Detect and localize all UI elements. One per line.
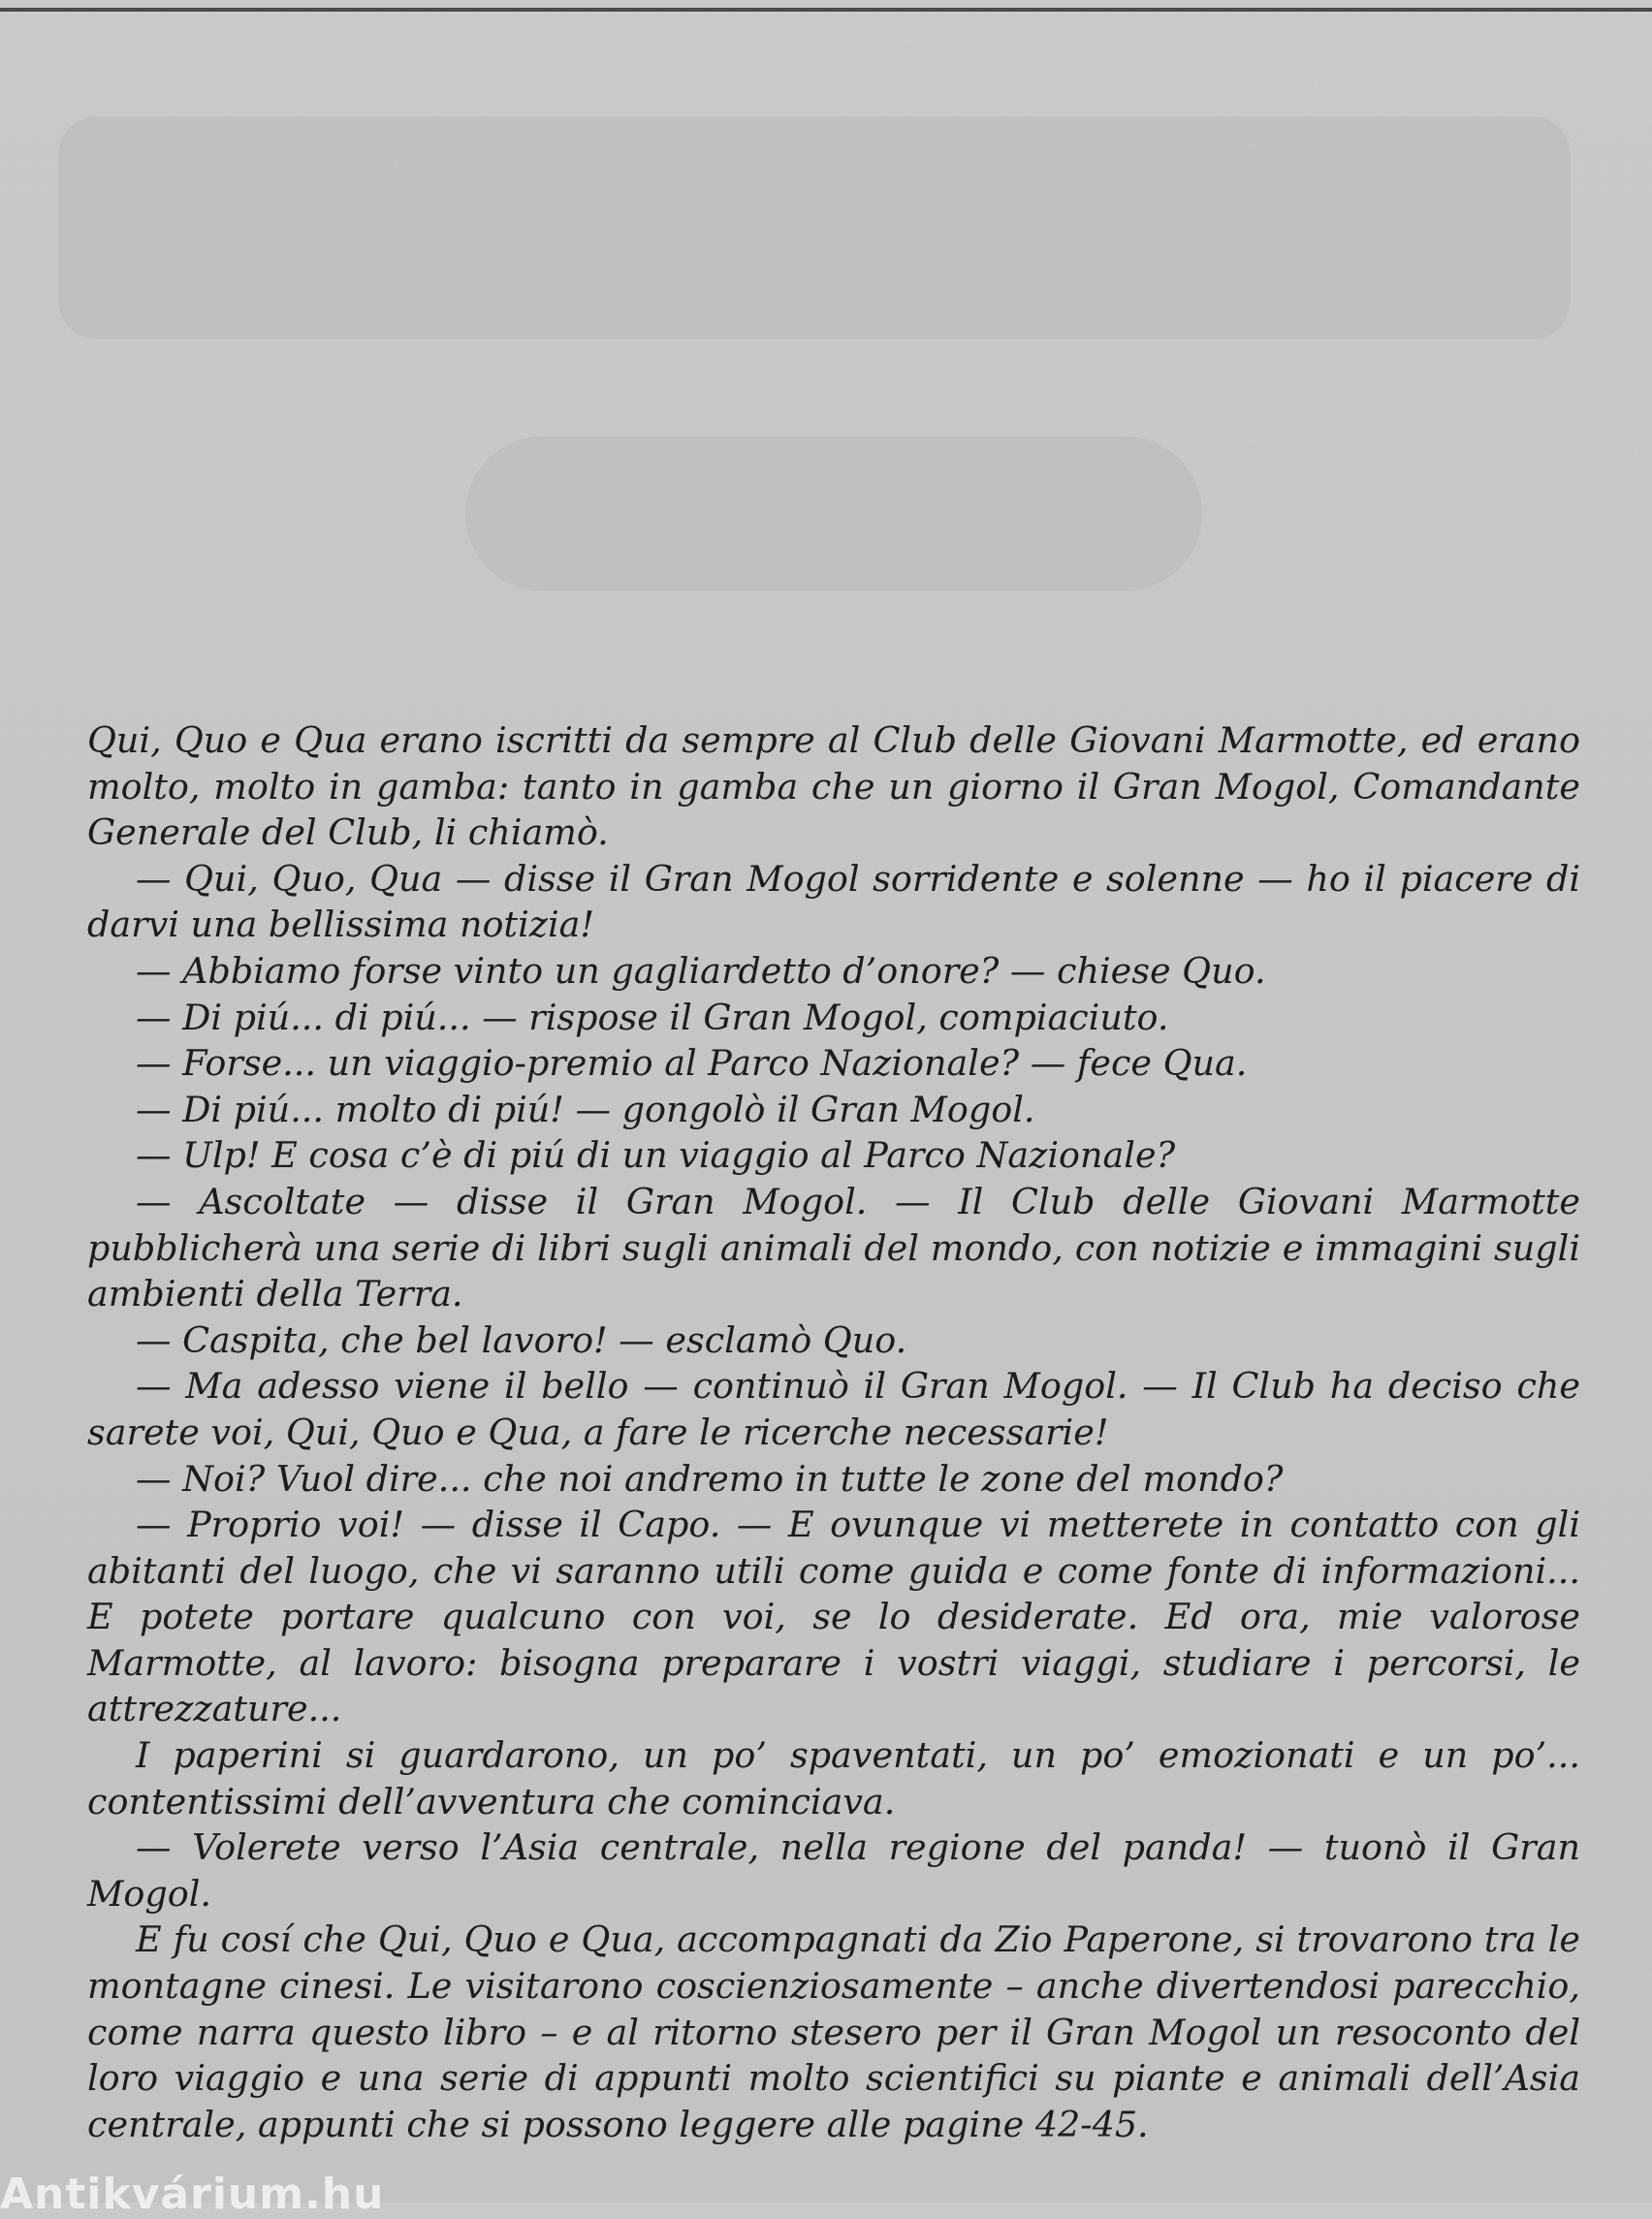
faint-show-through-subtitle xyxy=(465,436,1202,591)
paragraph-dialogue: — Di piú... di piú... — rispose il Gran Mogol, compiaciuto. xyxy=(136,996,1169,1038)
paragraph-dialogue: — Forse... un viaggio-premio al Parco Nazionale? — fece Qua. xyxy=(136,1042,1248,1085)
paragraph-dialogue: — Qui, Quo, Qua — disse il Gran Mogol sorridente e solenne — ho il piacere di darvi una bellissima notizia! xyxy=(87,857,1580,946)
paragraph-dialogue: — Di piú... molto di piú! — gongolò il Gran Mogol. xyxy=(136,1088,1035,1130)
paragraph-dialogue: — Ulp! E cosa c’è di piú di un viaggio al Parco Nazionale? xyxy=(136,1134,1176,1177)
paragraph-dialogue: — Proprio voi! — disse il Capo. — E ovunque vi metterete in contatto con gli abitanti del luogo, che vi saranno utili come guida e come fonte di informazioni... E potete portare qualcuno con voi, se lo desiderate. Ed ora, mie valorose Marmotte, al lavoro: bisogna preparare i vostri viaggi, studiare i percorsi, le attrezzature... xyxy=(87,1504,1580,1730)
paragraph-dialogue: — Noi? Vuol dire... che noi andremo in tutte le zone del mondo? xyxy=(136,1457,1284,1500)
intro-text-block xyxy=(87,717,1580,2147)
paragraph-dialogue: — Ma adesso viene il bello — continuò il Gran Mogol. — Il Club ha deciso che sarete voi, Qui, Quo e Qua, a fare le ricerche necessarie! xyxy=(87,1365,1580,1453)
paragraph-dialogue: — Caspita, che bel lavoro! — esclamò Quo. xyxy=(136,1318,907,1361)
paragraph-dialogue: — Abbiamo forse vinto un gagliardetto d’onore? — chiese Quo. xyxy=(136,949,1266,992)
faint-show-through-title xyxy=(58,116,1571,339)
paragraph-opening: Qui, Quo e Qua erano iscritti da sempre al Club delle Giovani Marmotte, ed erano molto, molto in gamba: tanto in gamba che un giorno il Gran Mogol, Comandante Generale del Club, li chiamò. xyxy=(87,719,1580,854)
watermark: Antikvárium.hu xyxy=(0,2170,385,2219)
paragraph-narration: I paperini si guardarono, un po’ spaventati, un po’ emozionati e un po’... contentissimi dell’avventura che cominciava. xyxy=(87,1734,1580,1823)
paragraph-dialogue: — Volerete verso l’Asia centrale, nella regione del panda! — tuonò il Gran Mogol. xyxy=(87,1826,1580,1915)
paragraph-closing: E fu cosí che Qui, Quo e Qua, accompagnati da Zio Paperone, si trovarono tra le montagne cinesi. Le visitarono coscienziosamente – anche divertendosi parecchio, come narra questo libro – e al ritorno stesero per il Gran Mogol un resoconto del loro viaggio e una serie di appunti molto scientifici su piante e animali dell’Asia centrale, appunti che si possono leggere alle pagine 42-45. xyxy=(87,1918,1580,2145)
paragraph-dialogue: — Ascoltate — disse il Gran Mogol. — Il Club delle Giovani Marmotte pubblicherà una serie di libri sugli animali del mondo, con notizie e immagini sugli ambienti della Terra. xyxy=(87,1180,1580,1316)
page-top-rule xyxy=(0,8,1652,12)
